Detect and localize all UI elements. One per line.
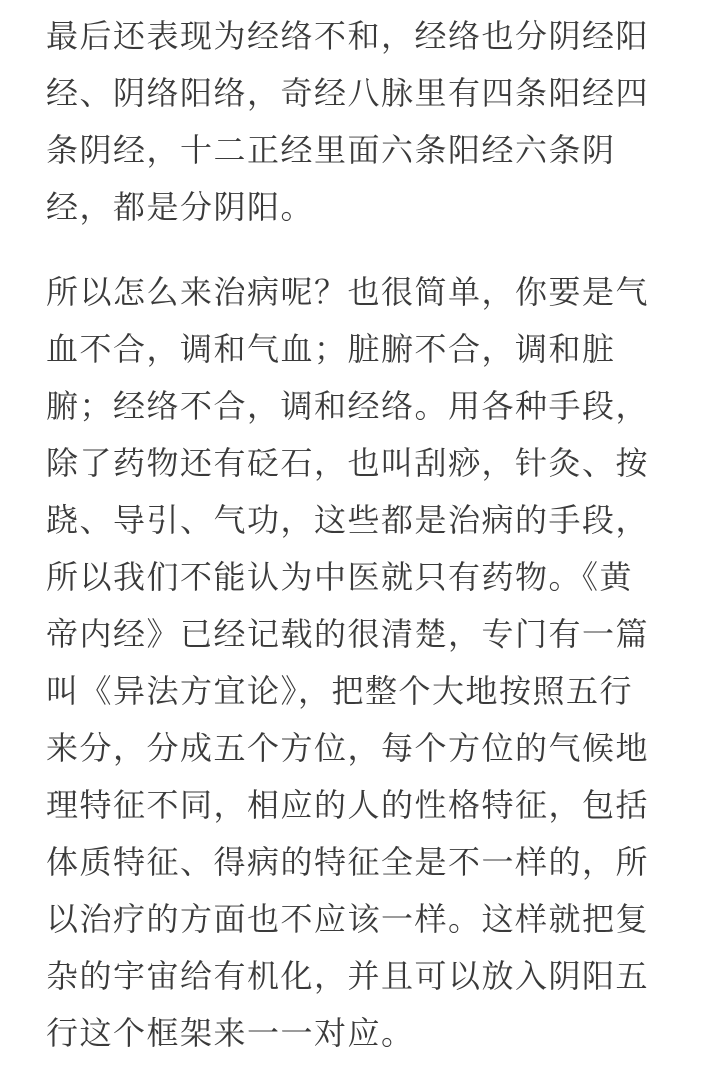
text-line: 来分，分成五个方位，每个方位的气候地 xyxy=(46,729,650,767)
text-line: 腑；经络不合，调和经络。用各种手段， xyxy=(46,387,650,425)
text-line: 所以我们不能认为中医就只有药物。《黄 xyxy=(46,558,634,596)
paragraph-meridians xyxy=(46,8,686,236)
text-line: 血不合，调和气血；脏腑不合，调和脏 xyxy=(46,330,616,368)
paragraph-treatment xyxy=(46,264,686,1062)
text-line: 行这个框架来一一对应。 xyxy=(46,1014,415,1052)
text-line: 帝内经》已经记载的很清楚，专门有一篇 xyxy=(46,615,650,653)
text-line: 跷、导引、气功，这些都是治病的手段， xyxy=(46,501,650,539)
text-line: 经、阴络阳络，奇经八脉里有四条阳经四 xyxy=(46,74,650,112)
text-line: 最后还表现为经络不和，经络也分阴经阳 xyxy=(46,17,650,55)
text-line: 理特征不同，相应的人的性格特征，包括 xyxy=(46,786,650,824)
text-line: 除了药物还有砭石，也叫刮痧，针灸、按 xyxy=(46,444,650,482)
text-line: 经，都是分阴阳。 xyxy=(46,188,315,226)
text-line: 以治疗的方面也不应该一样。这样就把复 xyxy=(46,900,650,938)
text-line: 叫《异法方宜论》，把整个大地按照五行 xyxy=(46,672,634,710)
text-line: 所以怎么来治病呢？也很简单，你要是气 xyxy=(46,273,650,311)
text-line: 杂的宇宙给有机化，并且可以放入阴阳五 xyxy=(46,957,650,995)
text-line: 体质特征、得病的特征全是不一样的，所 xyxy=(46,843,650,881)
text-line: 条阴经，十二正经里面六条阳经六条阴 xyxy=(46,131,616,169)
